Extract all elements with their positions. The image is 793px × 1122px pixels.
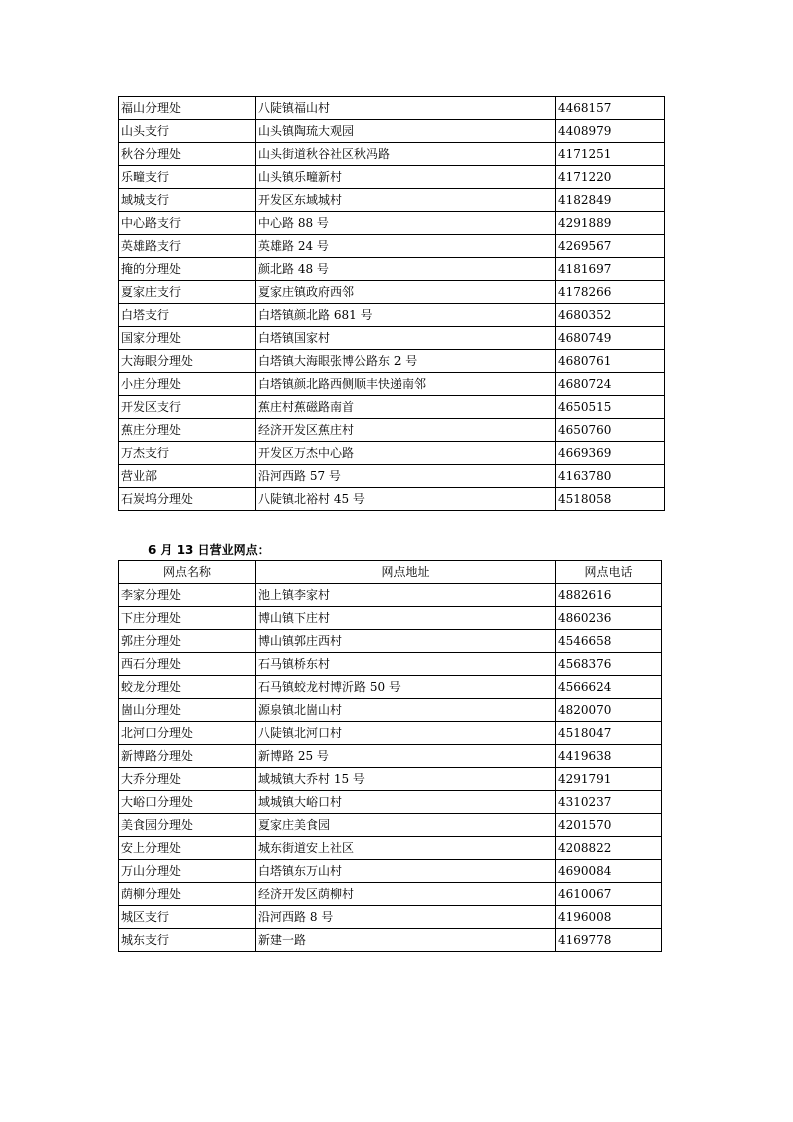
branch-address-cell: 石马镇桥东村: [256, 653, 556, 676]
branch-address-cell: 八陡镇福山村: [256, 97, 556, 120]
branch-address-cell: 开发区万杰中心路: [256, 442, 556, 465]
branch-phone-cell: 4860236: [556, 607, 662, 630]
branch-address-cell: 域城镇大峪口村: [256, 791, 556, 814]
branch-phone-cell: 4680352: [556, 304, 665, 327]
table-row: [119, 212, 665, 235]
branch-name-cell: 城东支行: [119, 929, 256, 952]
table-row: [119, 791, 662, 814]
branch-name-cell: 石炭坞分理处: [119, 488, 256, 511]
branch-name-cell: 域城支行: [119, 189, 256, 212]
branch-name-cell: 大乔分理处: [119, 768, 256, 791]
branch-name-cell: 夏家庄支行: [119, 281, 256, 304]
table-row: [119, 630, 662, 653]
branch-table-continued: [118, 96, 665, 511]
branch-phone-cell: 4882616: [556, 584, 662, 607]
branch-name-cell: 郭庄分理处: [119, 630, 256, 653]
table-row: [119, 488, 665, 511]
table-row: [119, 465, 665, 488]
branch-name-cell: 李家分理处: [119, 584, 256, 607]
branch-name-cell: 城区支行: [119, 906, 256, 929]
table-row: [119, 745, 662, 768]
table-row: [119, 584, 662, 607]
table-row: [119, 235, 665, 258]
branch-name-cell: 新博路分理处: [119, 745, 256, 768]
table-row: [119, 373, 665, 396]
table-row: [119, 281, 665, 304]
branch-name-cell: 荫柳分理处: [119, 883, 256, 906]
header-branch-address: 网点地址: [256, 561, 556, 584]
table-row: [119, 442, 665, 465]
branch-phone-cell: 4468157: [556, 97, 665, 120]
branch-address-cell: 经济开发区蕉庄村: [256, 419, 556, 442]
branch-address-cell: 新博路 25 号: [256, 745, 556, 768]
branch-name-cell: 北河口分理处: [119, 722, 256, 745]
table-row: [119, 396, 665, 419]
branch-address-cell: 英雄路 24 号: [256, 235, 556, 258]
branch-name-cell: 乐疃支行: [119, 166, 256, 189]
branch-phone-cell: 4568376: [556, 653, 662, 676]
branch-address-cell: 白塔镇大海眼张博公路东 2 号: [256, 350, 556, 373]
branch-name-cell: 蛟龙分理处: [119, 676, 256, 699]
branch-phone-cell: 4408979: [556, 120, 665, 143]
table-row: [119, 143, 665, 166]
table-row: [119, 929, 662, 952]
branch-address-cell: 沿河西路 57 号: [256, 465, 556, 488]
branch-phone-cell: 4171220: [556, 166, 665, 189]
branch-address-cell: 夏家庄美食园: [256, 814, 556, 837]
branch-phone-cell: 4546658: [556, 630, 662, 653]
branch-phone-cell: 4610067: [556, 883, 662, 906]
branch-name-cell: 国家分理处: [119, 327, 256, 350]
section-heading-june-13: 6 月 13 日营业网点：: [148, 543, 270, 557]
branch-phone-cell: 4518047: [556, 722, 662, 745]
table-row: [119, 258, 665, 281]
branch-address-cell: 博山镇郭庄西村: [256, 630, 556, 653]
branch-phone-cell: 4518058: [556, 488, 665, 511]
branch-phone-cell: 4680761: [556, 350, 665, 373]
branch-address-cell: 八陡镇北裕村 45 号: [256, 488, 556, 511]
branch-address-cell: 山头镇陶琉大观园: [256, 120, 556, 143]
branch-address-cell: 博山镇下庄村: [256, 607, 556, 630]
branch-phone-cell: 4208822: [556, 837, 662, 860]
branch-phone-cell: 4269567: [556, 235, 665, 258]
branch-phone-cell: 4669369: [556, 442, 665, 465]
table-row: [119, 906, 662, 929]
branch-address-cell: 开发区东域城村: [256, 189, 556, 212]
branch-address-cell: 白塔镇国家村: [256, 327, 556, 350]
branch-address-cell: 蕉庄村蕉磁路南首: [256, 396, 556, 419]
table-row: [119, 166, 665, 189]
branch-phone-cell: 4690084: [556, 860, 662, 883]
table-row: [119, 350, 665, 373]
branch-phone-cell: 4680724: [556, 373, 665, 396]
branch-name-cell: 白塔支行: [119, 304, 256, 327]
branch-address-cell: 夏家庄镇政府西邻: [256, 281, 556, 304]
branch-name-cell: 下庄分理处: [119, 607, 256, 630]
branch-name-cell: 大海眼分理处: [119, 350, 256, 373]
table-row: [119, 607, 662, 630]
branch-address-cell: 中心路 88 号: [256, 212, 556, 235]
branch-name-cell: 掩的分理处: [119, 258, 256, 281]
branch-address-cell: 山头镇乐疃新村: [256, 166, 556, 189]
branch-name-cell: 大峪口分理处: [119, 791, 256, 814]
branch-address-cell: 白塔镇东万山村: [256, 860, 556, 883]
branch-address-cell: 石马镇蛟龙村博沂路 50 号: [256, 676, 556, 699]
branch-phone-cell: 4820070: [556, 699, 662, 722]
branch-name-cell: 秋谷分理处: [119, 143, 256, 166]
table-row: [119, 883, 662, 906]
table-row: [119, 120, 665, 143]
branch-name-cell: 山头支行: [119, 120, 256, 143]
branch-address-cell: 八陡镇北河口村: [256, 722, 556, 745]
branch-phone-cell: 4419638: [556, 745, 662, 768]
branch-table-june-13-body: [119, 584, 662, 952]
branch-address-cell: 颜北路 48 号: [256, 258, 556, 281]
branch-phone-cell: 4171251: [556, 143, 665, 166]
branch-phone-cell: 4680749: [556, 327, 665, 350]
branch-address-cell: 白塔镇颜北路 681 号: [256, 304, 556, 327]
branch-table-june-13: [118, 560, 662, 952]
branch-name-cell: 营业部: [119, 465, 256, 488]
table-row: [119, 653, 662, 676]
branch-address-cell: 沿河西路 8 号: [256, 906, 556, 929]
table-row: [119, 419, 665, 442]
table-row: [119, 327, 665, 350]
branch-address-cell: 新建一路: [256, 929, 556, 952]
table-row: [119, 722, 662, 745]
branch-name-cell: 蕉庄分理处: [119, 419, 256, 442]
table-row: [119, 189, 665, 212]
branch-name-cell: 崮山分理处: [119, 699, 256, 722]
branch-name-cell: 美食园分理处: [119, 814, 256, 837]
table-header-row: [119, 561, 662, 584]
branch-name-cell: 开发区支行: [119, 396, 256, 419]
branch-phone-cell: 4178266: [556, 281, 665, 304]
table-row: [119, 837, 662, 860]
table-row: [119, 768, 662, 791]
branch-phone-cell: 4566624: [556, 676, 662, 699]
branch-address-cell: 域城镇大乔村 15 号: [256, 768, 556, 791]
branch-phone-cell: 4181697: [556, 258, 665, 281]
branch-name-cell: 福山分理处: [119, 97, 256, 120]
branch-name-cell: 万杰支行: [119, 442, 256, 465]
branch-name-cell: 西石分理处: [119, 653, 256, 676]
branch-name-cell: 安上分理处: [119, 837, 256, 860]
header-branch-phone: 网点电话: [556, 561, 662, 584]
branch-phone-cell: 4163780: [556, 465, 665, 488]
branch-name-cell: 中心路支行: [119, 212, 256, 235]
branch-name-cell: 英雄路支行: [119, 235, 256, 258]
header-branch-name: 网点名称: [119, 561, 256, 584]
branch-table-continued-body: [119, 97, 665, 511]
table-row: [119, 97, 665, 120]
branch-address-cell: 池上镇李家村: [256, 584, 556, 607]
table-row: [119, 860, 662, 883]
branch-address-cell: 经济开发区荫柳村: [256, 883, 556, 906]
branch-phone-cell: 4291889: [556, 212, 665, 235]
table-row: [119, 814, 662, 837]
branch-address-cell: 白塔镇颜北路西侧顺丰快递南邻: [256, 373, 556, 396]
branch-phone-cell: 4310237: [556, 791, 662, 814]
branch-phone-cell: 4650515: [556, 396, 665, 419]
branch-phone-cell: 4169778: [556, 929, 662, 952]
branch-name-cell: 小庄分理处: [119, 373, 256, 396]
branch-name-cell: 万山分理处: [119, 860, 256, 883]
table-row: [119, 699, 662, 722]
table-row: [119, 676, 662, 699]
table-row: [119, 304, 665, 327]
branch-address-cell: 城东街道安上社区: [256, 837, 556, 860]
branch-phone-cell: 4650760: [556, 419, 665, 442]
branch-phone-cell: 4291791: [556, 768, 662, 791]
branch-phone-cell: 4182849: [556, 189, 665, 212]
branch-phone-cell: 4201570: [556, 814, 662, 837]
branch-phone-cell: 4196008: [556, 906, 662, 929]
branch-address-cell: 源泉镇北崮山村: [256, 699, 556, 722]
branch-address-cell: 山头街道秋谷社区秋冯路: [256, 143, 556, 166]
